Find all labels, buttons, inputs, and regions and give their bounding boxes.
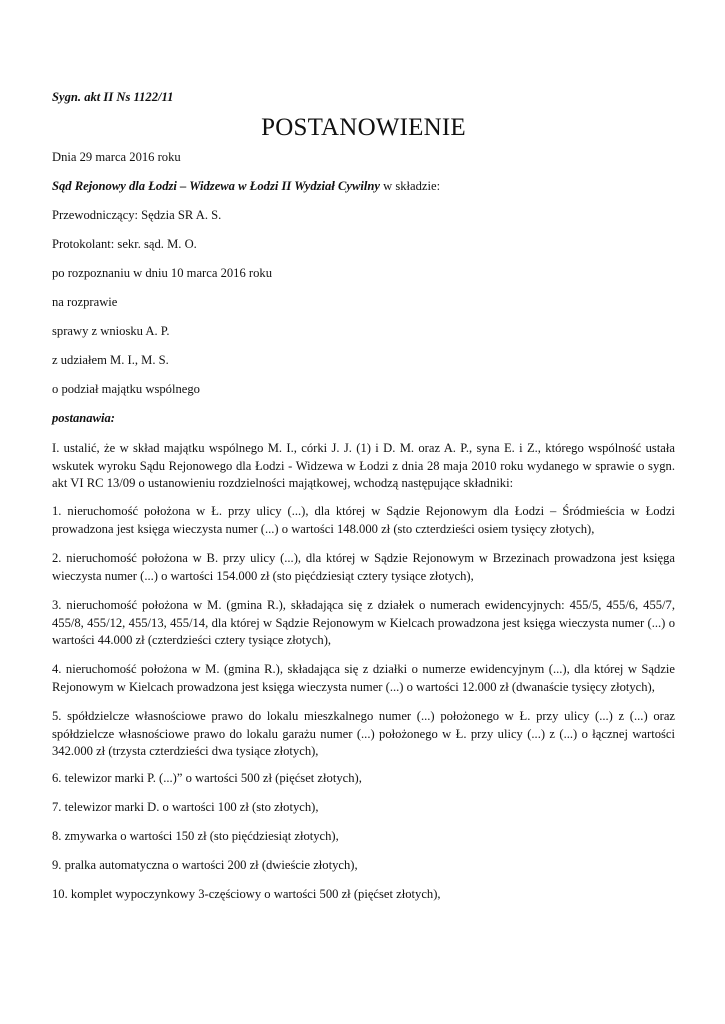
hearing-date-line: po rozpoznaniu w dniu 10 marca 2016 roku [52,266,272,280]
court-line [52,178,675,196]
list-item-1: 1. nieruchomość położona w Ł. przy ulicy (...), dla której w Sądzie Rejonowym dla Łodzi – Śródmieścia w Łodzi prowadzona jest księga wieczysta numer (...) o wartości 148.000 zł (sto czterdzieści osiem tysięcy złotych), [52,504,675,536]
case-signature: Sygn. akt II Ns 1122/11 [52,90,174,104]
chair-line: Przewodniczący: Sędzia SR A. S. [52,208,222,222]
list-item-8: 8. zmywarka o wartości 150 zł (sto pięćdziesiąt złotych), [52,829,339,843]
subject-line: o podział majątku wspólnego [52,382,200,396]
document-title: POSTANOWIENIE [261,114,466,141]
court-name: Sąd Rejonowy dla Łodzi – Widzewa w Łodzi II Wydział Cywilny [52,179,380,193]
section-1-paragraph: I. ustalić, że w skład majątku wspólnego M. I., córki J. J. (1) i D. M. oraz A. P., syna E. i Z., którego wspólność ustała wskutek wyroku Sądu Rejonowego dla Łodzi - Widzewa w Łodzi z dnia 28 maja 2010 roku wydanego w sprawie o sygn. akt VI RC 13/09 o ustanowieniu rozdzielności majątkowej, wchodzą następujące składniki: [52,441,675,490]
list-item-10: 10. komplet wypoczynkowy 3-częściowy o wartości 500 zł (pięćset złotych), [52,887,441,901]
clerk-line: Protokolant: sekr. sąd. M. O. [52,237,197,251]
list-item-9: 9. pralka automatyczna o wartości 200 zł (dwieście złotych), [52,858,358,872]
participants-line: z udziałem M. I., M. S. [52,353,169,367]
list-item-3: 3. nieruchomość położona w M. (gmina R.), składająca się z działek o numerach ewidencyjnych: 455/5, 455/6, 455/7, 455/8, 455/12, 455/13, 455/14, dla której w Sądzie Rejonowym w Kielcach prowadzona jest księga wieczysta numer (...) o wartości 44.000 zł (czterdzieści cztery tysiące złotych), [52,598,675,647]
list-item-4: 4. nieruchomość położona w M. (gmina R.), składająca się z działki o numerze ewidencyjnym (...), dla której w Sądzie Rejonowym w Kielcach prowadzona jest księga wieczysta numer (...) o wartości 12.000 zł (dwanaście tysięcy złotych), [52,662,675,694]
document-page [52,0,675,1024]
list-item-2: 2. nieruchomość położona w B. przy ulicy (...), dla której w Sądzie Rejonowym w Brzezinach prowadzona jest księga wieczysta numer (...) o wartości 154.000 zł (sto pięćdziesiąt cztery tysiące złotych), [52,551,675,583]
court-suffix: w składzie: [379,179,441,193]
session-line: na rozprawie [52,295,118,309]
decides-heading: postanawia: [52,411,115,425]
list-item-5: 5. spółdzielcze własnościowe prawo do lokalu mieszkalnego numer (...) położonego w Ł. przy ulicy (...) z (...) oraz spółdzielcze własnościowe prawo do lokalu garażu numer (...) położonego w Ł. przy ulicy (...) z (...) o łącznej wartości 342.000 zł (trzysta czterdzieści dwa tysiące złotych), [52,709,675,758]
petition-line: sprawy z wniosku A. P. [52,324,170,338]
list-item-6: 6. telewizor marki P. (...)” o wartości 500 zł (pięćset złotych), [52,771,362,785]
date-line: Dnia 29 marca 2016 roku [52,150,181,164]
list-item-7: 7. telewizor marki D. o wartości 100 zł (sto złotych), [52,800,319,814]
